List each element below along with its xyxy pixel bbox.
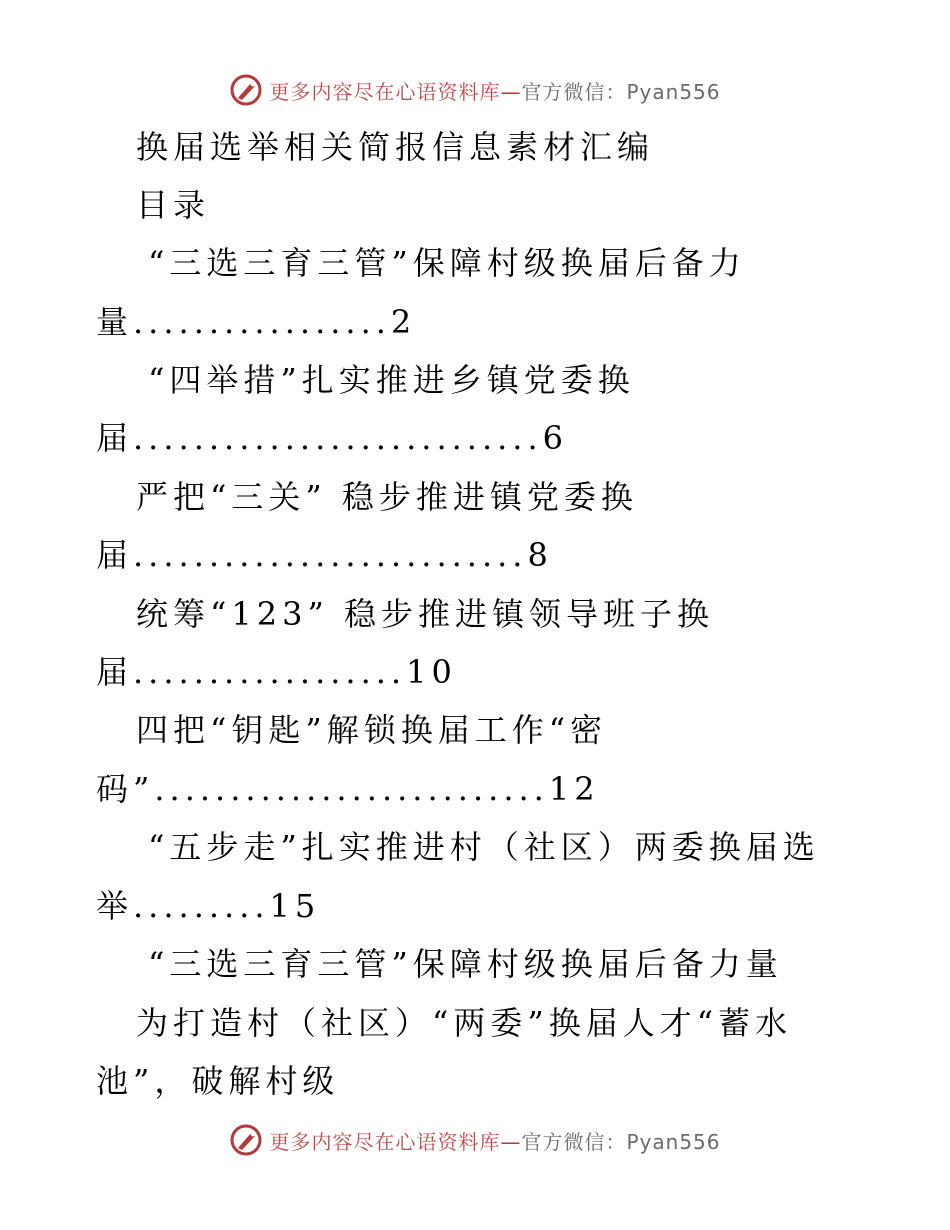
body-paragraph-line1: 为打造村（社区）“两委”换届人才“蓄水 (136, 1004, 793, 1042)
pen-logo-icon (229, 1123, 263, 1157)
document-title: 换届选举相关简报信息素材汇编 (136, 128, 655, 166)
toc-heading: 目录 (136, 186, 211, 224)
toc-entry-2-line1: “四举措”扎实推进乡镇党委换 (148, 361, 635, 399)
toc-entry-1-line2: 量.................2 (96, 303, 417, 341)
toc-entry-5-line2: 码”..........................12 (96, 770, 600, 808)
section-title: “三选三育三管”保障村级换届后备力量 (148, 945, 783, 983)
toc-entry-2-line2: 届...........................6 (96, 419, 569, 457)
footer-dash: — (500, 1129, 522, 1154)
toc-entry-4-line1: 统筹“123” 稳步推进镇领导班子换 (136, 595, 714, 633)
toc-entry-6-line1: “五步走”扎实推进村（社区）两委换届选 (148, 828, 820, 866)
pen-logo-icon (229, 73, 263, 107)
footer-banner (0, 1120, 950, 1160)
footer-banner-text (269, 1126, 720, 1155)
header-dash: — (500, 79, 522, 104)
footer-wechat-id: Pyan556 (626, 1129, 721, 1154)
header-wechat-id: Pyan556 (626, 79, 721, 104)
header-banner-text (269, 76, 720, 105)
header-banner (0, 70, 950, 110)
toc-entry-1-line1: “三选三育三管”保障村级换届后备力 (148, 244, 746, 282)
toc-entry-3-line2: 届..........................8 (96, 536, 553, 574)
toc-entry-5-line1: 四把“钥匙”解锁换届工作“密 (136, 711, 608, 749)
footer-brand: 更多内容尽在心语资料库 (269, 1129, 501, 1154)
body-paragraph-line2: 池”，破解村级 (96, 1062, 340, 1100)
toc-entry-3-line1: 严把“三关” 稳步推进镇党委换 (136, 478, 638, 516)
header-wechat-label: 官方微信： (521, 79, 627, 104)
toc-entry-6-line2: 举.........15 (96, 887, 321, 925)
toc-entry-4-line2: 届..................10 (96, 653, 457, 691)
footer-wechat-label: 官方微信： (521, 1129, 627, 1154)
header-brand: 更多内容尽在心语资料库 (269, 79, 501, 104)
